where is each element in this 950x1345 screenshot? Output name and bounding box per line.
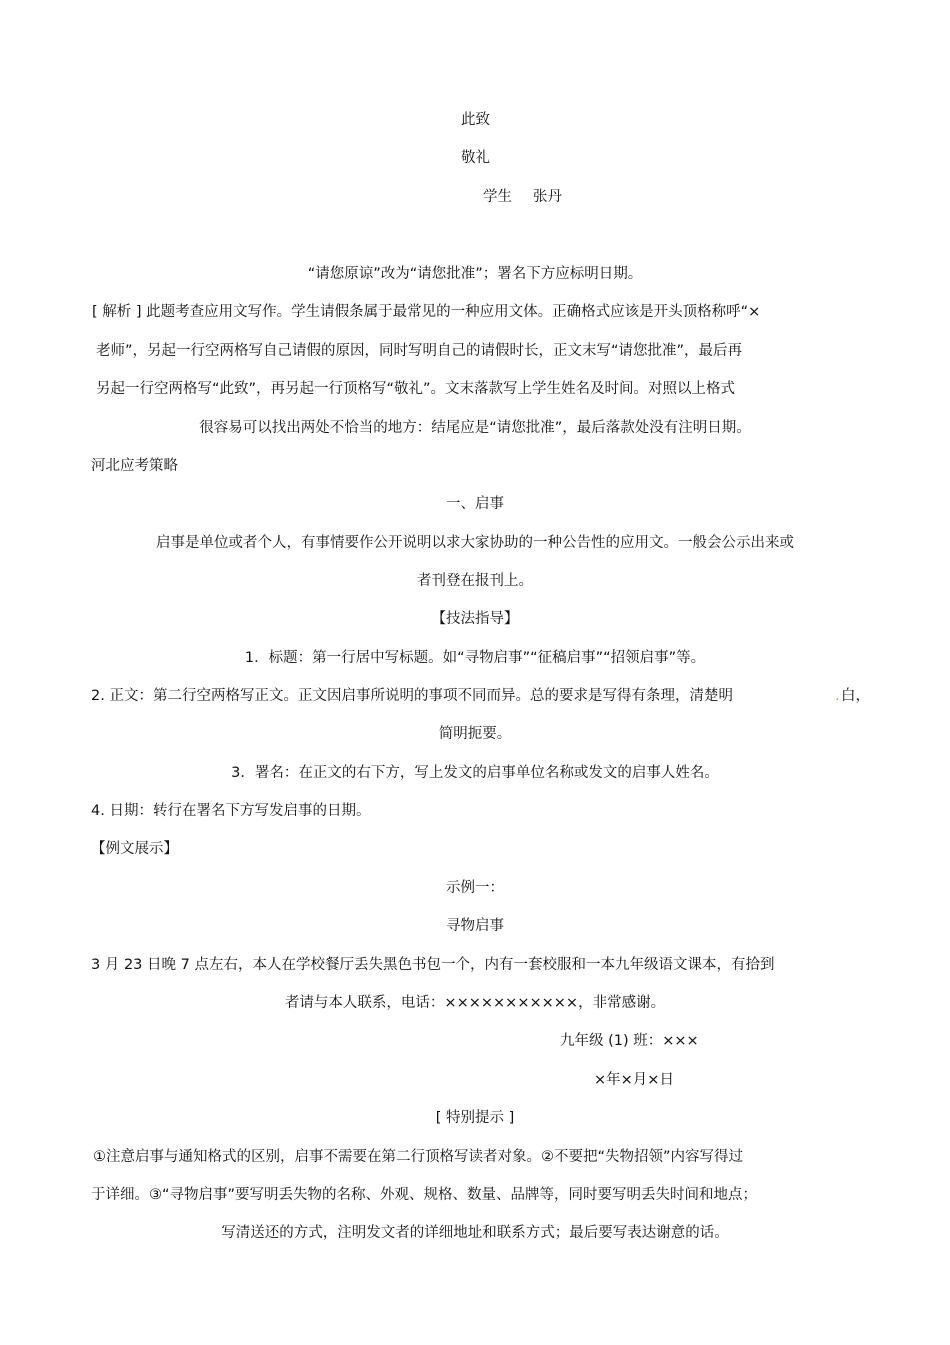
signature-name: 张丹 bbox=[533, 189, 562, 205]
stray-mark: . bbox=[835, 688, 840, 704]
intro-line: 者刊登在报刊上。 bbox=[417, 573, 533, 589]
rule-date: 4. 日期：转行在署名下方写发启事的日期。 bbox=[91, 803, 371, 819]
rule-body-cont: 简明扼要。 bbox=[438, 726, 512, 742]
answer-correction: “请您原谅”改为“请您批准”；署名下方应标明日期。 bbox=[307, 266, 643, 282]
signature-role: 学生 bbox=[483, 189, 512, 205]
example-label: 示例一： bbox=[446, 880, 504, 896]
section-title: 一、启事 bbox=[446, 496, 504, 512]
analysis-line: 很容易可以找出两处不恰当的地方：结尾应是“请您批准”，最后落款处没有注明日期。 bbox=[199, 420, 751, 436]
strategy-heading: 河北应考策略 bbox=[91, 458, 178, 474]
intro-line: 启事是单位或者个人，有事情要作公开说明以求大家协助的一种公告性的应用文。一般会公示出来或 bbox=[156, 535, 794, 551]
example-section-title: 【例文展示】 bbox=[91, 841, 178, 857]
example-body-line: 者请与本人联系，电话：×××××××××××，非常感谢。 bbox=[284, 995, 666, 1011]
analysis-line: [ 解析 ] 此题考查应用文写作。学生请假条属于最常见的一种应用文体。正确格式应该是开头顶格称呼“× bbox=[92, 304, 761, 320]
tips-line: 于详细。③“寻物启事”要写明丢失物的名称、外观、规格、数量、品牌等，同时要写明丢失时间和地点； bbox=[91, 1187, 758, 1203]
rule-signature: 3．署名：在正文的右下方，写上发文的启事单位名称或发文的启事人姓名。 bbox=[231, 765, 719, 781]
tips-line: 写清送还的方式，注明发文者的详细地址和联系方式；最后要写表达谢意的话。 bbox=[221, 1225, 729, 1241]
example-title: 寻物启事 bbox=[446, 918, 504, 934]
example-date: ×年×月×日 bbox=[594, 1072, 674, 1088]
rule-body-tail: 白， bbox=[841, 688, 870, 704]
analysis-line: 另起一行空两格写“此致”，再另起一行顶格写“敬礼”。文末落款写上学生姓名及时间。对照以上格式 bbox=[96, 381, 736, 397]
analysis-line: 老师”，另起一行空两格写自己请假的原因，同时写明自己的请假时长，正文末写“请您批准”，最后再 bbox=[96, 343, 743, 359]
rule-title: 1．标题：第一行居中写标题。如“寻物启事”“征稿启事”“招领启事”等。 bbox=[244, 650, 706, 666]
example-signer: 九年级 (1) 班：××× bbox=[560, 1033, 699, 1049]
closing-salute: 敬礼 bbox=[461, 150, 490, 166]
example-body-line: 3 月 23 日晚 7 点左右，本人在学校餐厅丢失黑色书包一个，内有一套校服和一本九年级语文课本，有拾到 bbox=[91, 957, 775, 973]
tips-title: [ 特别提示 ] bbox=[435, 1110, 515, 1126]
guide-title: 【技法指导】 bbox=[431, 611, 519, 627]
tips-line: ①注意启事与通知格式的区别，启事不需要在第二行顶格写读者对象。②不要把“失物招领”内容写得过 bbox=[93, 1149, 744, 1165]
rule-body: 2. 正文：第二行空两格写正文。正文因启事所说明的事项不同而异。总的要求是写得有条理，清楚明 bbox=[91, 688, 733, 704]
closing-greeting: 此致 bbox=[461, 112, 490, 128]
